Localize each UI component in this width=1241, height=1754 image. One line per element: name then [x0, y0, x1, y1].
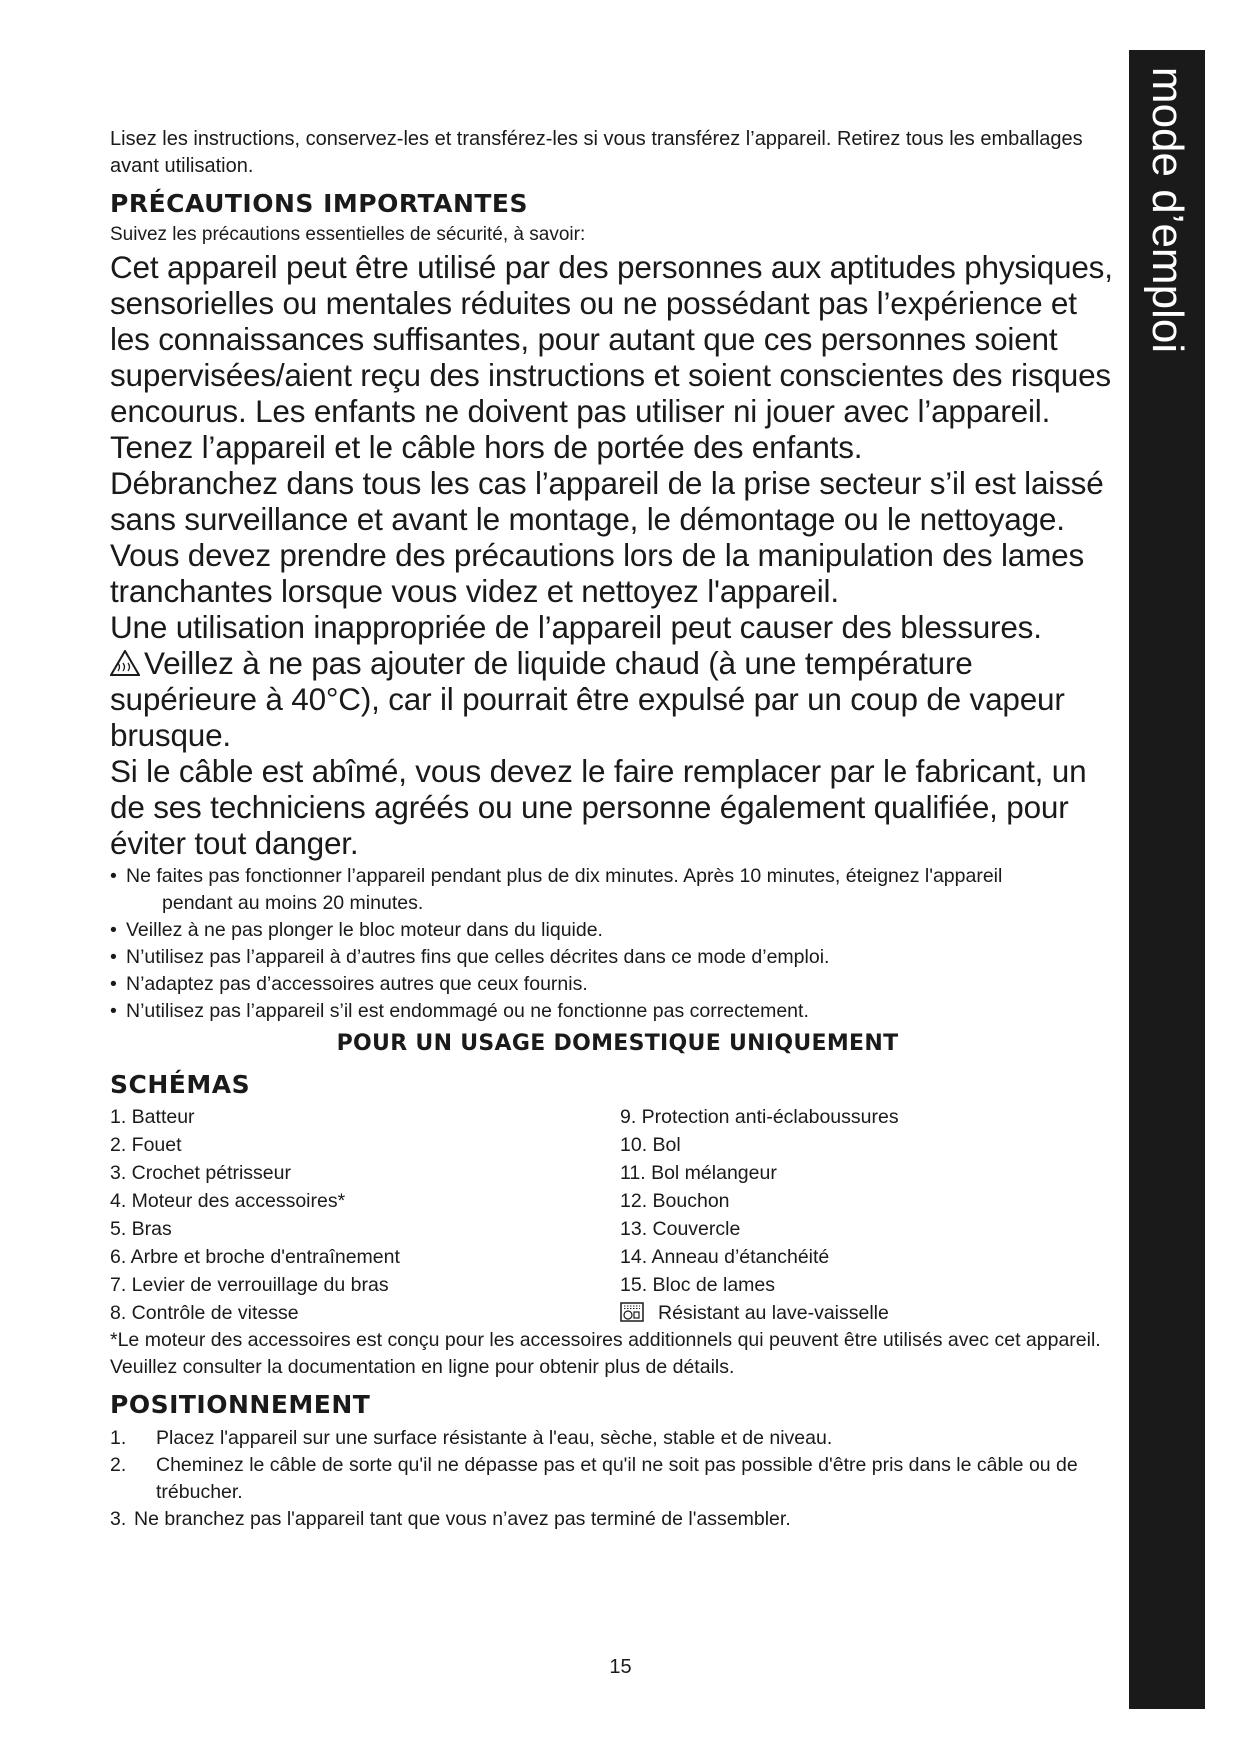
- step-text: Placez l'appareil sur une surface résistante à l'eau, sèche, stable et de niveau.: [156, 1427, 833, 1449]
- list-item: [110, 1425, 1125, 1452]
- list-item: 13. Couvercle: [620, 1218, 741, 1240]
- page-content: [110, 126, 1125, 1533]
- parts-list: [110, 1103, 1125, 1327]
- bullet-text-continued: pendant au moins 20 minutes.: [162, 892, 424, 914]
- list-item: [110, 944, 1125, 971]
- domestic-use-notice: POUR UN USAGE DOMESTIQUE UNIQUEMENT: [336, 1031, 899, 1056]
- list-item: 15. Bloc de lames: [620, 1274, 776, 1296]
- dishwasher-safe-icon: [620, 1302, 644, 1322]
- precaution-paragraph: Débranchez dans tous les cas l’appareil de la prise secteur s’il est laissé sans surveillance et avant le montage, le démontage ou le nettoyage.: [110, 465, 1104, 537]
- list-item: [110, 863, 1125, 917]
- hot-liquid-warning-text: Veillez à ne pas ajouter de liquide chaud (à une température supérieure à 40°C), car il pourrait être expulsé par un coup de vapeur brusque.: [110, 645, 1065, 753]
- precaution-bullets: [110, 863, 1125, 1025]
- list-item: [110, 1452, 1125, 1506]
- dishwasher-safe-label: Résistant au lave-vaisselle: [658, 1302, 889, 1324]
- step-text: Ne branchez pas l'appareil tant que vous n’avez pas terminé de l'assembler.: [134, 1508, 791, 1530]
- bullet-text: Veillez à ne pas plonger le bloc moteur dans du liquide.: [126, 919, 603, 941]
- list-item: [110, 998, 1125, 1025]
- side-tab: [1129, 50, 1205, 1709]
- list-item: [110, 1506, 1125, 1533]
- list-item: [110, 971, 1125, 998]
- bullet-text: N’utilisez pas l’appareil s’il est endommagé ou ne fonctionne pas correctement.: [126, 1000, 809, 1022]
- step-number: 1.: [110, 1427, 127, 1449]
- bullet-text: N’utilisez pas l’appareil à d’autres fins que celles décrites dans ce mode d’emploi.: [126, 946, 830, 968]
- list-item: 4. Moteur des accessoires*: [110, 1190, 346, 1212]
- list-item: 11. Bol mélangeur: [620, 1162, 777, 1184]
- list-item: 6. Arbre et broche d'entraînement: [110, 1246, 400, 1268]
- list-item: 3. Crochet pétrisseur: [110, 1162, 291, 1184]
- positioning-heading: POSITIONNEMENT: [110, 1390, 371, 1419]
- positioning-steps: [110, 1425, 1125, 1533]
- bullet-mark: •: [110, 973, 117, 995]
- warning-triangle-icon: [110, 650, 140, 676]
- precaution-paragraph: Vous devez prendre des précautions lors de la manipulation des lames tranchantes lorsque vous videz et nettoyez l'appareil.: [110, 537, 1084, 609]
- bullet-mark: •: [110, 919, 117, 941]
- list-item: 8. Contrôle de vitesse: [110, 1302, 299, 1324]
- list-item: 5. Bras: [110, 1218, 172, 1240]
- dishwasher-safe-item: [620, 1299, 1120, 1327]
- precaution-paragraph: Cet appareil peut être utilisé par des personnes aux aptitudes physiques, sensorielles ou mentales réduites ou ne possédant pas l’expérience et les connaissances suffisantes, pour autant que ces personnes soient supervisées/aient reçu des instructions et soient conscientes des risques encourus. Les enfants ne doivent pas utiliser ni jouer avec l’appareil. Tenez l’appareil et le câble hors de portée des enfants.: [110, 249, 1113, 465]
- cable-paragraph: Si le câble est abîmé, vous devez le faire remplacer par le fabricant, un de ses techniciens agréés ou une personne également qualifiée, pour éviter tout danger.: [110, 753, 1087, 861]
- bullet-mark: •: [110, 1000, 117, 1022]
- parts-list-right: [620, 1103, 1120, 1327]
- hot-liquid-warning: [110, 645, 1125, 753]
- step-text: Cheminez le câble de sorte qu'il ne dépasse pas et qu'il ne soit pas possible d'être pris dans le câble ou de trébucher.: [156, 1454, 1078, 1503]
- accessories-footnote: *Le moteur des accessoires est conçu pour les accessoires additionnels qui peuvent être utilisés avec cet appareil. Veuillez consulter la documentation en ligne pour obtenir plus de détails.: [110, 1329, 1101, 1378]
- precaution-paragraph: Une utilisation inappropriée de l’appareil peut causer des blessures.: [110, 609, 1042, 645]
- page-number: 15: [609, 1656, 632, 1678]
- list-item: 10. Bol: [620, 1134, 681, 1156]
- list-item: 2. Fouet: [110, 1134, 182, 1156]
- list-item: 9. Protection anti-éclaboussures: [620, 1106, 899, 1128]
- precautions-heading: PRÉCAUTIONS IMPORTANTES: [110, 189, 529, 218]
- bullet-text: N’adaptez pas d’accessoires autres que ceux fournis.: [126, 973, 588, 995]
- bullet-mark: •: [110, 865, 117, 887]
- list-item: 1. Batteur: [110, 1106, 195, 1128]
- side-tab-label: mode d’emploi: [1143, 66, 1192, 354]
- schemas-heading: SCHÉMAS: [110, 1070, 251, 1099]
- step-number: 2.: [110, 1454, 127, 1476]
- bullet-mark: •: [110, 946, 117, 968]
- precautions-subheading: Suivez les précautions essentielles de sécurité, à savoir:: [110, 224, 586, 245]
- bullet-text: Ne faites pas fonctionner l’appareil pendant plus de dix minutes. Après 10 minutes, éteignez l'appareil: [126, 865, 1003, 887]
- list-item: 14. Anneau d’étanchéité: [620, 1246, 830, 1268]
- step-number: 3.: [110, 1508, 127, 1530]
- list-item: 12. Bouchon: [620, 1190, 730, 1212]
- intro-text: Lisez les instructions, conservez-les et transférez-les si vous transférez l’appareil. Retirez tous les emballages avant utilisation.: [110, 128, 1083, 177]
- list-item: [110, 917, 1125, 944]
- parts-list-left: [110, 1103, 620, 1327]
- list-item: 7. Levier de verrouillage du bras: [110, 1274, 389, 1296]
